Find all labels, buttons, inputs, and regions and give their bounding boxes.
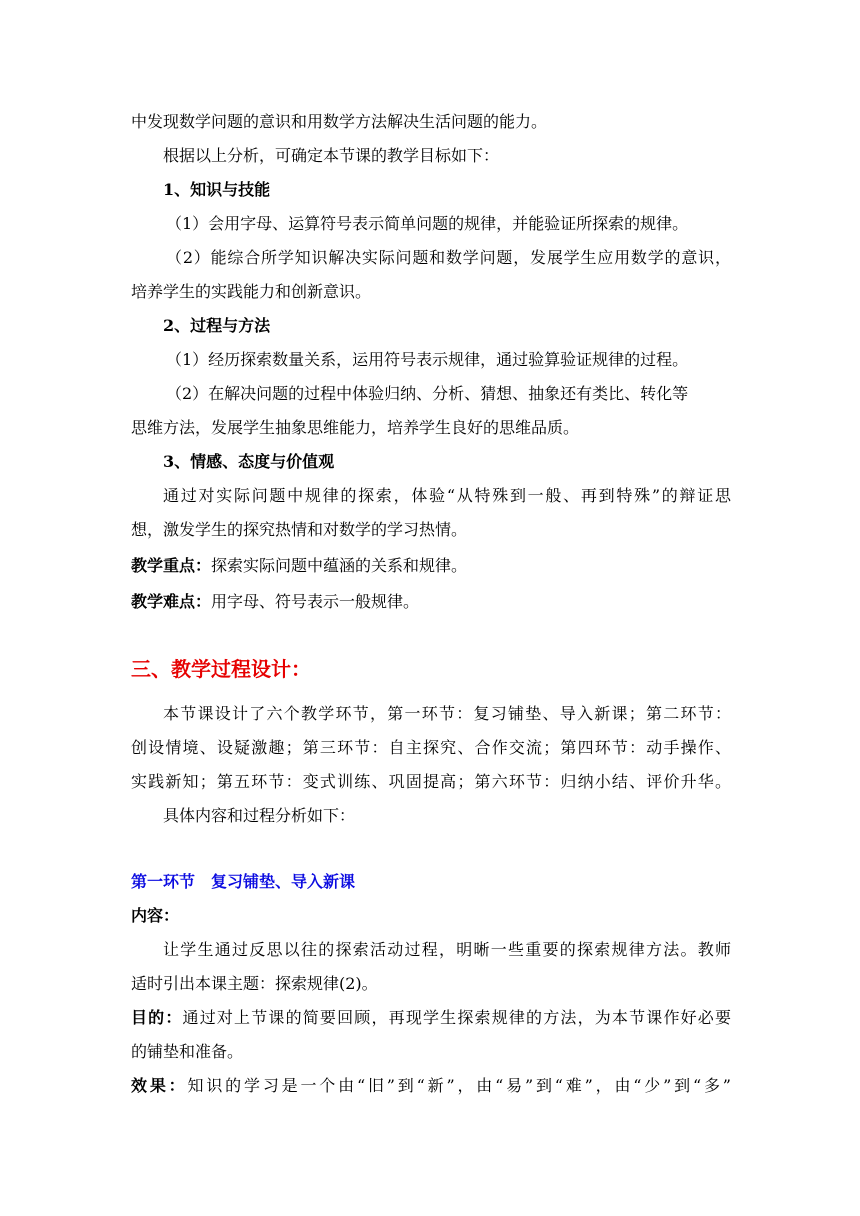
effect-label: 效果： [131,1076,188,1095]
paragraph-line: （1）会用字母、运算符号表示简单问题的规律，并能验证所探索的规律。 [166,214,689,233]
teaching-difficulty-label: 教学难点： [131,592,212,611]
teaching-difficulty-line [131,591,731,613]
paragraph-line: 创设情境、设疑激趣；第三环节：自主探究、合作交流；第四环节：动手操作、 [131,738,731,757]
paragraph-line: 想，激发学生的探究热情和对数学的学习热情。 [131,520,468,539]
subheading-knowledge-skills: 1、知识与技能 [163,180,271,199]
paragraph-line: （2）在解决问题的过程中体验归纳、分析、猜想、抽象还有类比、转化等 [166,384,689,403]
purpose-line [131,1007,731,1029]
paragraph-line: 本节课设计了六个教学环节，第一环节：复习铺垫、导入新课；第二环节： [163,704,731,723]
teaching-focus-text: 探索实际问题中蕴涵的关系和规律。 [211,556,468,575]
stage-heading-1: 第一环节 复习铺垫、导入新课 [131,872,356,891]
paragraph-line: 实践新知；第五环节：变式训练、巩固提高；第六环节：归纳小结、评价升华。 [131,772,731,791]
subheading-emotion-values: 3、情感、态度与价值观 [163,452,335,471]
paragraph-line: （2）能综合所学知识解决实际问题和数学问题，发展学生应用数学的意识， [166,248,731,267]
paragraph-line: 根据以上分析，可确定本节课的教学目标如下： [163,146,500,165]
content-label: 内容： [131,906,180,925]
paragraph-line: 培养学生的实践能力和创新意识。 [131,282,372,301]
paragraph-line: 通过对实际问题中规律的探索，体验“从特殊到一般、再到特殊”的辩证思 [163,486,731,505]
teaching-focus-line [131,555,731,577]
paragraph-line: 的铺垫和准备。 [131,1042,244,1061]
teaching-difficulty-text: 用字母、符号表示一般规律。 [211,592,420,611]
paragraph-line: 适时引出本课主题：探索规律(2)。 [131,974,378,993]
paragraph-line: 思维方法，发展学生抽象思维能力，培养学生良好的思维品质。 [131,418,580,437]
paragraph-line: （1）经历探索数量关系，运用符号表示规律，通过验算验证规律的过程。 [166,350,689,369]
teaching-focus-label: 教学重点： [131,556,212,575]
paragraph-line: 中发现数学问题的意识和用数学方法解决生活问题的能力。 [131,112,548,131]
subheading-process-method: 2、过程与方法 [163,316,271,335]
section-heading: 三、教学过程设计： [131,657,311,681]
purpose-label: 目的： [131,1008,183,1027]
paragraph-line: 让学生通过反思以往的探索活动过程，明晰一些重要的探索规律方法。教师 [163,940,731,959]
effect-line [131,1075,731,1097]
paragraph-line: 具体内容和过程分析如下： [163,806,356,825]
effect-text: 知识的学习是一个由“旧”到“新”，由“易”到“难”，由“少”到“多” [187,1076,731,1095]
purpose-text: 通过对上节课的简要回顾，再现学生探索规律的方法，为本节课作好必要 [182,1008,731,1027]
